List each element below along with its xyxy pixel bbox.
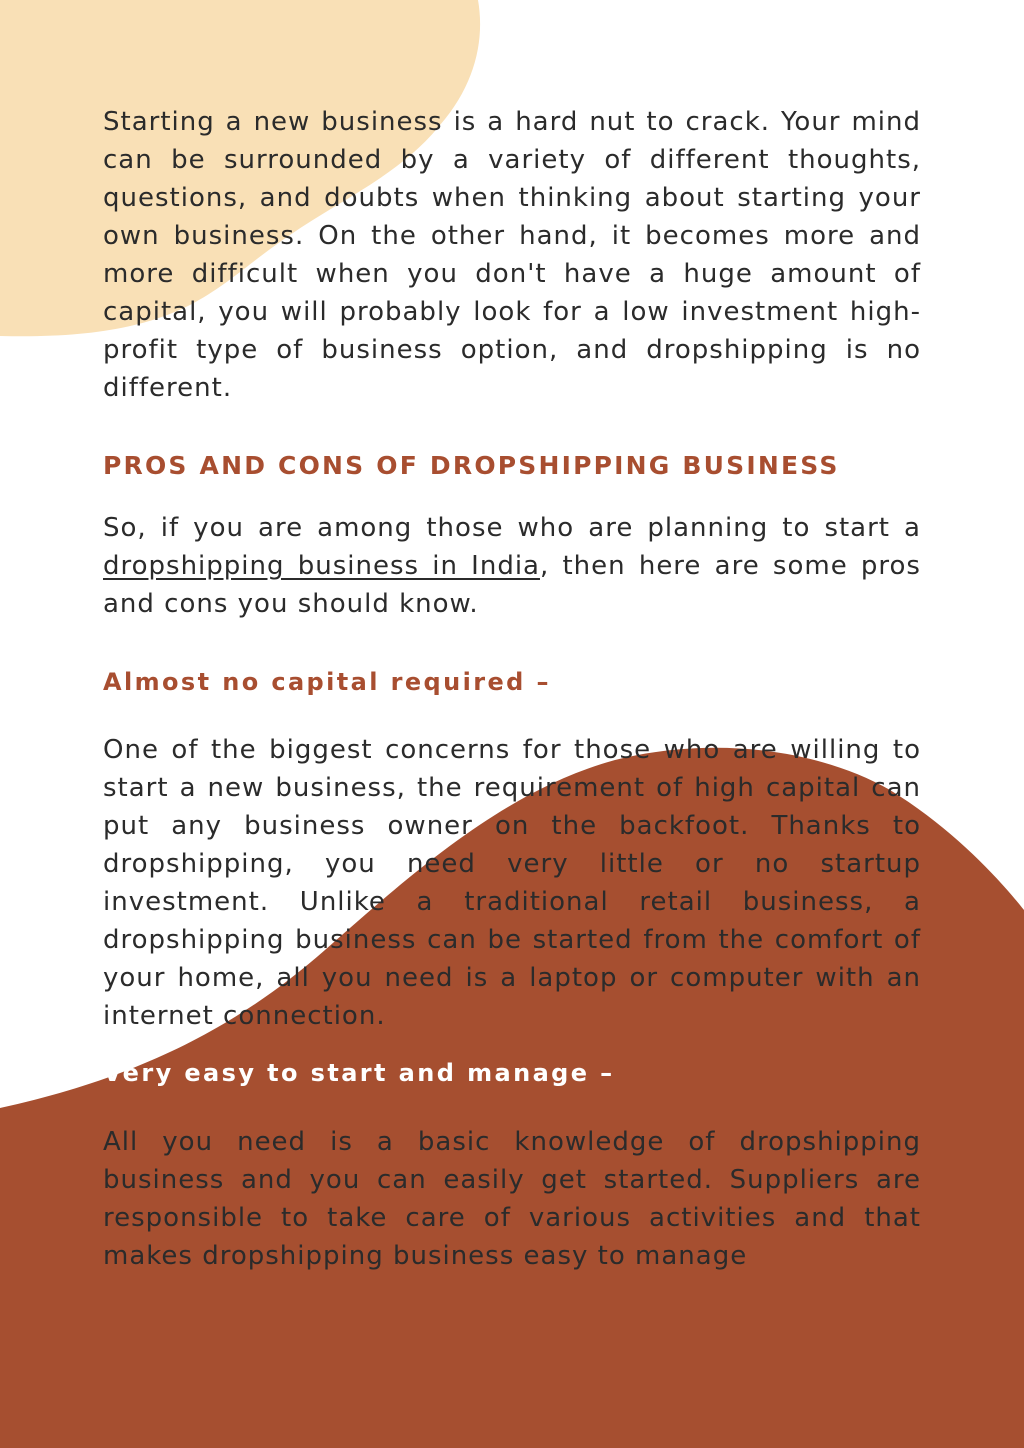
intro-paragraph: Starting a new business is a hard nut to crack. Your mind can be surrounded by a variety of different thoughts, questions, and doubts when thinking about starting your own business. On the other hand, it becomes more and more difficult when you don't have a huge amount of capital, you will probably look for a low investment high-profit type of business option, and dropshipping is no different.: [103, 107, 921, 403]
pro-paragraph-capital: One of the biggest concerns for those who are willing to start a new business, the requirement of high capital can put any business owner on the backfoot. Thanks to dropshipping, you need very little or no startup investment. Unlike a traditional retail business, a dropshipping business can be started from the comfort of your home, all you need is a laptop or computer with an internet connection.: [103, 735, 921, 1031]
text-before-link: So, if you are among those who are planning to start a: [103, 513, 921, 543]
text-after-link: , then here are some pros and cons you should know.: [103, 551, 921, 619]
dropshipping-india-link[interactable]: dropshipping business in India: [103, 551, 540, 581]
section-heading: PROS AND CONS OF DROPSHIPPING BUSINESS: [103, 451, 840, 480]
section-intro-paragraph: [103, 509, 921, 623]
pro-paragraph-easy: All you need is a basic knowledge of dropshipping business and you can easily get started. Suppliers are responsible to take care of various activities and that makes dropshipping business easy to manage: [103, 1127, 921, 1271]
document-body: [103, 103, 921, 1275]
pro-heading-easy: Very easy to start and manage –: [103, 1059, 615, 1087]
pro-heading-capital: Almost no capital required –: [103, 668, 551, 696]
